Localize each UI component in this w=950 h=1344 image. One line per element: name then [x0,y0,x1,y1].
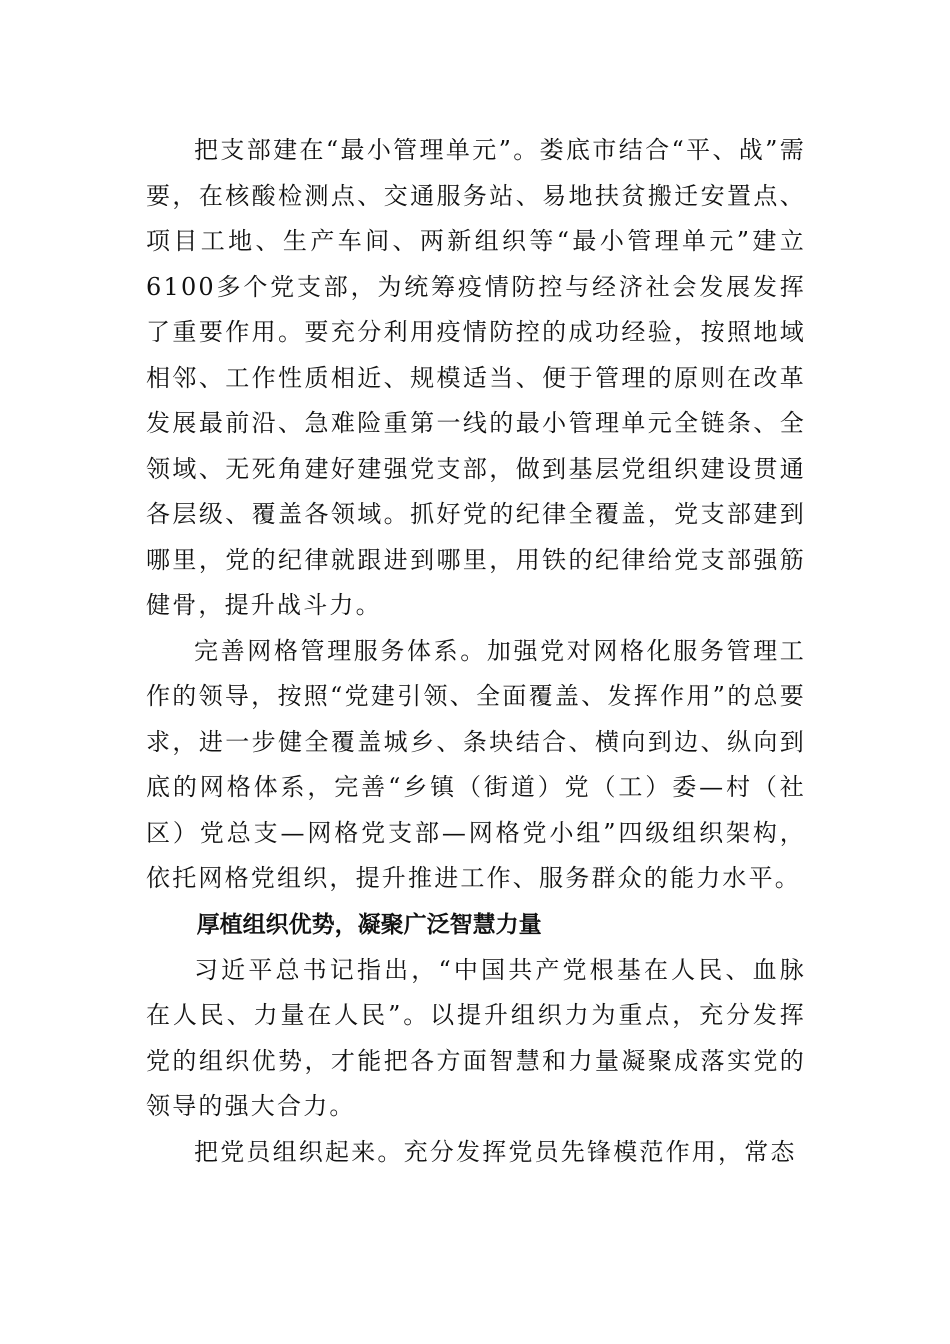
paragraph-grid-management: 完善网格管理服务体系。加强党对网格化服务管理工作的领导，按照“党建引领、全面覆盖、发挥作用”的总要求，进一步健全覆盖城乡、条块结合、横向到边、纵向到底的网格体系，完善“乡镇（街道）党（工）委—村（社区）党总支—网格党支部—网格党小组”四级组织架构，依托网格党组织，提升推进工作、服务群众的能力水平。 [146,636,806,892]
section-heading: 厚植组织优势，凝聚广泛智慧力量 [196,911,542,938]
document-page [146,128,806,1175]
paragraph-branch-in-minimal-unit: 把支部建在“最小管理单元”。娄底市结合“平、战”需要，在核酸检测点、交通服务站、易地扶贫搬迁安置点、项目工地、生产车间、两新组织等“最小管理单元”建立6100多个党支部，为统筹疫情防控与经济社会发展发挥了重要作用。要充分利用疫情防控的成功经验，按照地域相邻、工作性质相近、规模适当、便于管理的原则在改革发展最前沿、急难险重第一线的最小管理单元全链条、全领域、无死角建好建强党支部，做到基层党组织建设贯通各层级、覆盖各领域。抓好党的纪律全覆盖，党支部建到哪里，党的纪律就跟进到哪里，用铁的纪律给党支部强筋健骨，提升战斗力。 [146,136,806,619]
paragraph-organize-members: 把党员组织起来。充分发挥党员先锋模范作用，常态 [194,1137,797,1166]
paragraph-xi-quote: 习近平总书记指出，“中国共产党根基在人民、血脉在人民、力量在人民”。以提升组织力为重点，充分发挥党的组织优势，才能把各方面智慧和力量凝聚成落实党的领导的强大合力。 [146,955,806,1120]
